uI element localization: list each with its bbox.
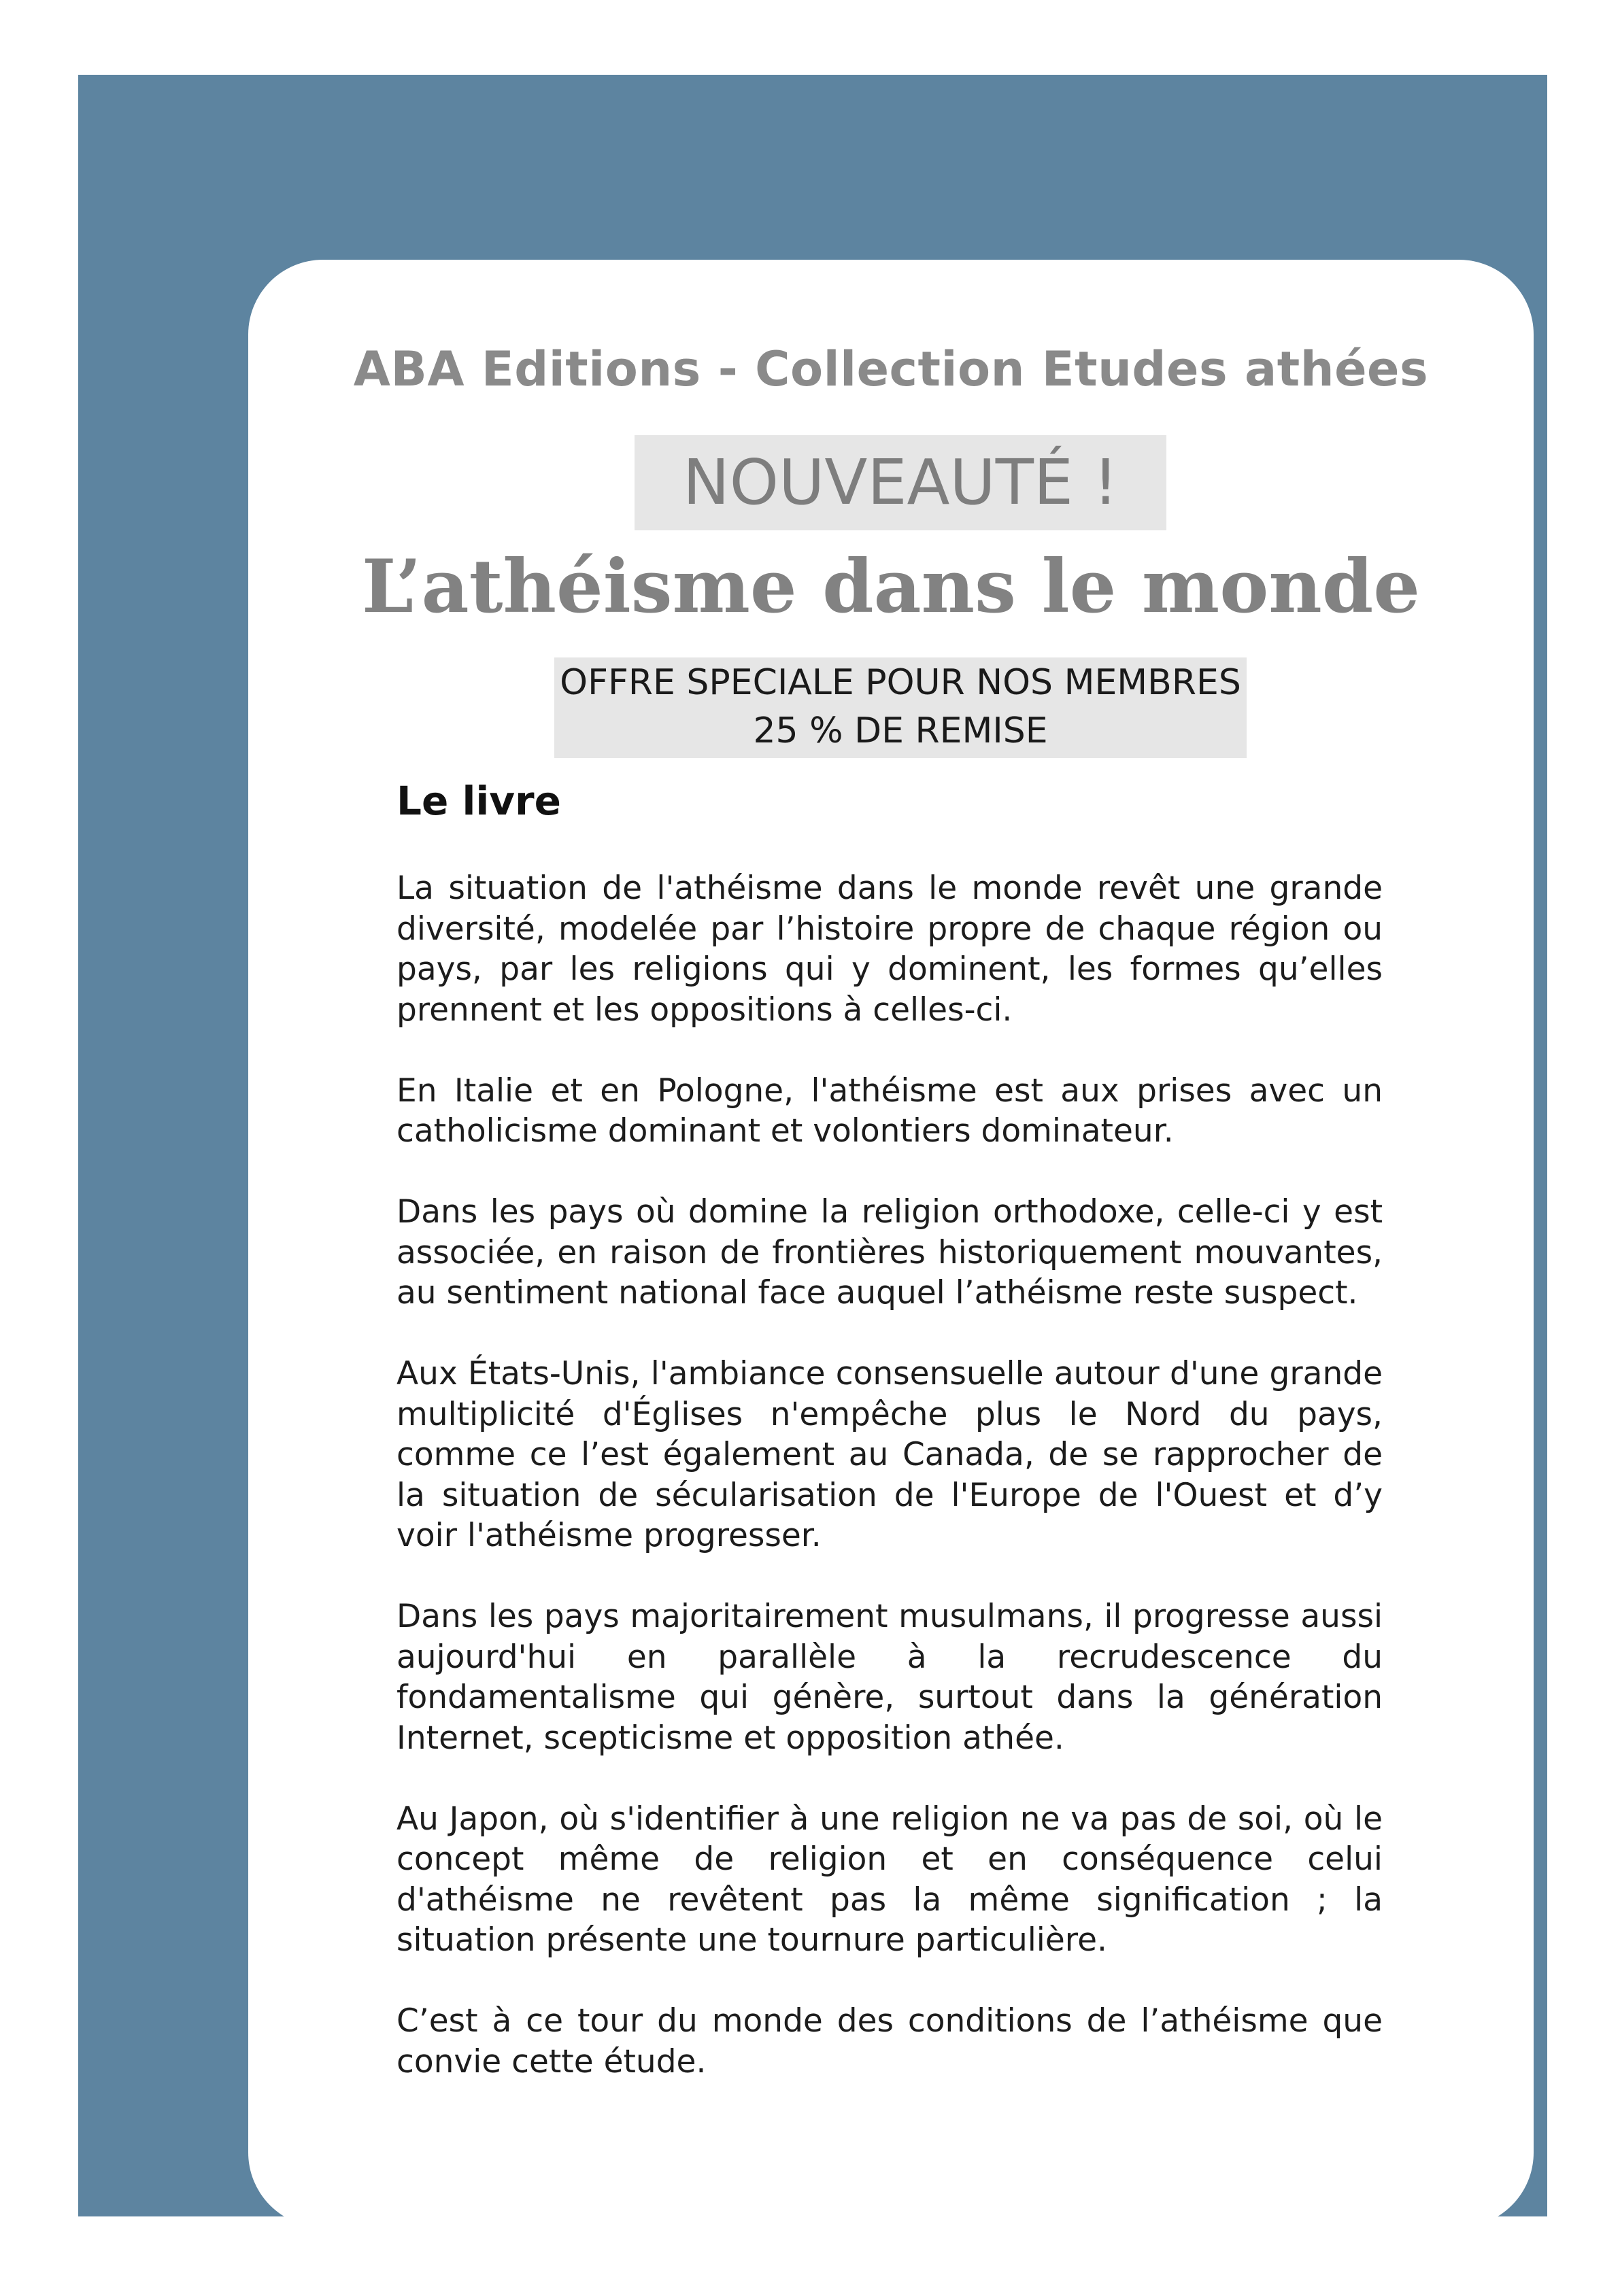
blue-frame <box>78 75 1547 2216</box>
offer-line-2: 25 % DE REMISE <box>753 710 1048 751</box>
description-paragraph: En Italie et en Pologne, l'athéisme est aux prises avec un catholicisme dominant et volontiers dominateur. <box>396 1072 1383 1150</box>
publisher-heading: ABA Editions - Collection Etudes athées <box>353 341 1429 397</box>
description-paragraph: Aux États-Unis, l'ambiance consensuelle autour d'une grande multiplicité d'Églises n'empêche plus le Nord du pays, comme ce l’est également au Canada, de se rapprocher de la situation de sécularisation de l'Europe de l'Ouest et d’y voir l'athéisme progresser. <box>396 1355 1383 1554</box>
description-paragraph: Dans les pays majoritairement musulmans, il progresse aussi aujourd'hui en parallèle à la recrudescence du fondamentalisme qui génère, surtout dans la génération Internet, scepticisme et opposition athée. <box>396 1598 1383 1757</box>
description-paragraph: Au Japon, où s'identifier à une religion ne va pas de soi, où le concept même de religion et en conséquence celui d'athéisme ne revêtent pas la même signification ; la situation présente une tournure particulière. <box>396 1800 1383 1959</box>
special-offer-box <box>554 657 1247 758</box>
offer-line-1: OFFRE SPECIALE POUR NOS MEMBRES <box>560 662 1241 703</box>
description-paragraph: Dans les pays où domine la religion orthodoxe, celle-ci y est associée, en raison de frontières historiquement mouvantes, au sentiment national face auquel l’athéisme reste suspect. <box>396 1193 1383 1312</box>
section-title: Le livre <box>396 778 561 824</box>
new-release-badge: NOUVEAUTÉ ! <box>635 435 1166 530</box>
book-title: L’athéisme dans le monde <box>362 544 1420 630</box>
description-paragraph: C’est à ce tour du monde des conditions de l’athéisme que convie cette étude. <box>396 2002 1383 2080</box>
description-paragraph: La situation de l'athéisme dans le monde revêt une grande diversité, modelée par l’histoire propre de chaque région ou pays, par les religions qui y dominent, les formes qu’elles prennent et les oppositions à celles-ci. <box>396 870 1383 1029</box>
flyer-card <box>248 260 1534 2227</box>
book-description <box>396 868 1383 2123</box>
